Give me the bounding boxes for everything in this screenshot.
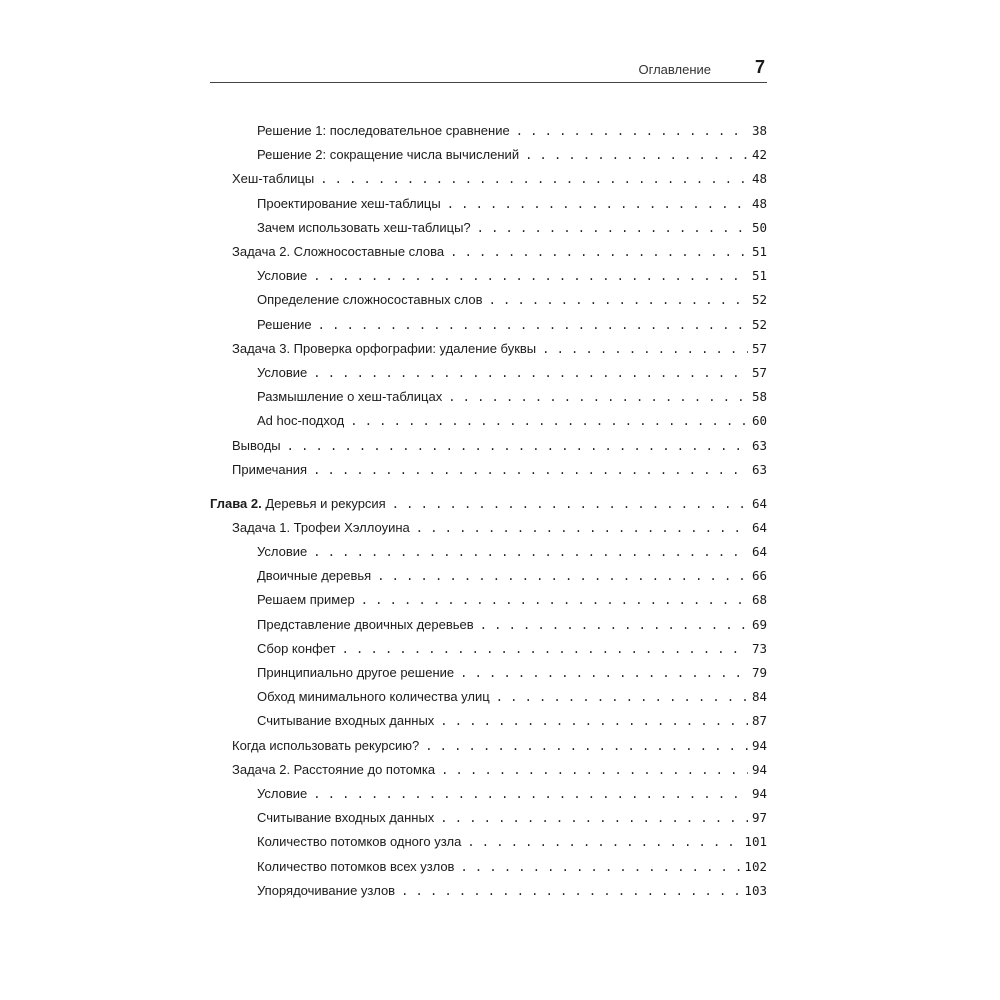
toc-entry-title-text: Задача 1. Трофеи Хэллоуина xyxy=(232,519,410,535)
toc-entry-page-number: 97 xyxy=(751,810,767,826)
toc-entry xyxy=(232,518,767,538)
toc-entry-title-text: Задача 2. Расстояние до потомка xyxy=(232,761,436,777)
toc-entry xyxy=(257,387,767,407)
dot-leader xyxy=(480,615,748,635)
toc-entry-title-text: Упорядочивание узлов xyxy=(257,882,396,898)
toc-entry-page-number: 64 xyxy=(751,519,767,535)
header-section-title: Оглавление xyxy=(638,62,711,77)
toc-entry-page-number: 48 xyxy=(751,171,767,187)
toc-entry xyxy=(257,615,767,635)
dot-leader xyxy=(320,169,748,189)
dot-leader xyxy=(441,760,748,780)
toc-entry-page-number: 64 xyxy=(751,543,767,559)
toc-entry xyxy=(257,315,767,335)
toc-entry-title xyxy=(257,639,336,659)
toc-entry xyxy=(257,687,767,707)
toc-entry xyxy=(257,363,767,383)
toc-entry-page-number: 94 xyxy=(751,785,767,801)
toc-entry xyxy=(257,711,767,731)
dot-leader xyxy=(401,881,740,901)
toc-entry-title-text: Количество потомков всех узлов xyxy=(257,858,455,874)
toc-entry-title xyxy=(210,494,386,514)
dot-leader xyxy=(489,290,748,310)
dot-leader xyxy=(361,590,748,610)
toc-entry-page-number: 38 xyxy=(751,123,767,138)
toc-entry-title xyxy=(257,145,519,165)
dot-leader xyxy=(392,494,748,514)
toc-entry-page-number: 73 xyxy=(751,640,767,656)
dot-leader xyxy=(516,121,748,141)
toc-entry-page-number: 63 xyxy=(751,437,767,453)
toc-entry-page-number: 79 xyxy=(751,664,767,680)
toc-entry xyxy=(232,760,767,780)
toc-entry xyxy=(257,145,767,165)
dot-leader xyxy=(450,242,748,262)
dot-leader xyxy=(313,784,748,804)
toc-entry xyxy=(257,290,767,310)
toc-entry-page-number: 64 xyxy=(751,495,767,511)
toc-entry-page-number: 42 xyxy=(751,147,767,163)
toc-entry xyxy=(232,736,767,756)
toc-entry-page-number: 68 xyxy=(751,592,767,608)
toc-entry-title-text: Считывание входных данных xyxy=(257,713,435,729)
toc-entry-title-text: Задача 3. Проверка орфографии: удаление буквы xyxy=(232,340,537,356)
toc-entry-title-text: Условие xyxy=(257,365,308,380)
toc-entry-page-number: 52 xyxy=(751,316,767,332)
toc-entry xyxy=(232,339,767,359)
toc-entry xyxy=(257,663,767,683)
toc-entry-title xyxy=(232,339,536,359)
toc-entry-title xyxy=(257,881,395,901)
toc-entry-title xyxy=(257,663,454,683)
toc-entry-title-text: Хеш-таблицы xyxy=(232,171,315,187)
toc-entry-page-number: 48 xyxy=(751,195,767,211)
toc-entry-title xyxy=(257,121,510,141)
toc-entry-title-text: Считывание входных данных xyxy=(257,810,435,826)
dot-leader xyxy=(460,663,748,683)
toc-entry-title xyxy=(232,736,419,756)
toc-entry xyxy=(257,266,767,286)
toc-entry xyxy=(257,590,767,610)
toc-entry-page-number: 50 xyxy=(751,219,767,235)
toc-entry xyxy=(257,832,767,852)
toc-entry-page-number: 69 xyxy=(751,616,767,632)
toc-entry-title-text: Решаем пример xyxy=(257,592,355,608)
toc-entry-page-number: 58 xyxy=(751,389,767,405)
toc-entry-title-text: Зачем использовать хеш-таблицы? xyxy=(257,219,471,235)
toc-entry-title-text: Условие xyxy=(257,785,308,801)
toc-entry-title-text: Решение 1: последовательное сравнение xyxy=(257,123,510,138)
header-page-number: 7 xyxy=(754,57,765,77)
toc-entry-title-text: Проектирование хеш-таблицы xyxy=(257,195,441,211)
dot-leader xyxy=(342,639,748,659)
dot-leader xyxy=(448,387,748,407)
toc-entry-page-number: 102 xyxy=(744,858,767,874)
toc-entry xyxy=(257,411,767,431)
toc-entry-title-text: Принципиально другое решение xyxy=(257,664,455,680)
toc-entry-page-number: 101 xyxy=(744,834,767,850)
toc-entry xyxy=(232,169,767,189)
toc-entry xyxy=(257,808,767,828)
toc-entry-title xyxy=(257,266,307,286)
dot-leader xyxy=(416,518,748,538)
toc-entry-title-text: Определение сложносоставных слов xyxy=(257,292,483,308)
toc-entry xyxy=(257,881,767,901)
toc-entry-title xyxy=(257,590,355,610)
toc-entry-title-text: Ad hoc-подход xyxy=(257,413,345,429)
dot-leader xyxy=(477,218,748,238)
toc-entry-page-number: 51 xyxy=(751,244,767,259)
toc-entry-title-text: Представление двоичных деревьев xyxy=(257,616,474,632)
toc-entry-title-text: Обход минимального количества улиц xyxy=(257,689,490,705)
dot-leader xyxy=(542,339,748,359)
dot-leader xyxy=(447,194,748,214)
toc-entry-title xyxy=(257,711,434,731)
toc-entry-page-number: 103 xyxy=(744,882,767,898)
dot-leader xyxy=(318,315,748,335)
dot-leader xyxy=(313,460,748,480)
toc-entry-title xyxy=(232,460,307,480)
toc-chapter-entry xyxy=(210,494,767,514)
dot-leader xyxy=(313,542,748,562)
toc-entry-title xyxy=(257,784,307,804)
toc-entry xyxy=(257,639,767,659)
toc-entry-title-text: Сбор конфет xyxy=(257,640,336,656)
dot-leader xyxy=(313,363,748,383)
toc-entry-title-text: Количество потомков одного узла xyxy=(257,834,462,850)
toc-entry-title xyxy=(232,760,435,780)
toc-entry-title xyxy=(232,436,281,456)
toc-entry xyxy=(257,542,767,562)
toc-entry-title-text: Решение 2: сокращение числа вычислений xyxy=(257,147,520,163)
dot-leader xyxy=(377,566,748,586)
toc-entry xyxy=(257,194,767,214)
toc-entry-title-text: Примечания xyxy=(232,461,308,477)
dot-leader xyxy=(460,857,740,877)
toc-entry-page-number: 84 xyxy=(751,689,767,705)
toc-entry-title xyxy=(257,315,312,335)
toc-entry-page-number: 52 xyxy=(751,292,767,308)
toc-entry-title xyxy=(257,218,471,238)
toc-entry-title-text: Задача 2. Сложносоставные слова xyxy=(232,244,445,259)
toc-entry-page-number: 66 xyxy=(751,568,767,584)
toc-entry-page-number: 94 xyxy=(751,737,767,753)
dot-leader xyxy=(440,808,748,828)
toc-entry-title xyxy=(257,832,461,852)
toc-entry-title xyxy=(232,242,444,262)
toc-entry-page-number: 60 xyxy=(751,413,767,429)
toc-entry-page-number: 51 xyxy=(751,268,767,284)
toc-entry-title-text: Условие xyxy=(257,543,308,559)
toc-entry-title-text: Условие xyxy=(257,268,308,284)
chapter-label: Глава 2. xyxy=(210,495,262,511)
toc-entry-page-number: 87 xyxy=(751,713,767,729)
dot-leader xyxy=(496,687,748,707)
dot-leader xyxy=(425,736,748,756)
dot-leader xyxy=(467,832,740,852)
toc-entry-title xyxy=(257,687,490,707)
toc-entry-page-number: 94 xyxy=(751,761,767,777)
toc-entry xyxy=(232,460,767,480)
toc-entry-title xyxy=(257,542,307,562)
toc-entry xyxy=(257,784,767,804)
toc-entry-title xyxy=(232,518,410,538)
toc-entry-title xyxy=(257,290,483,310)
toc-entry-title xyxy=(257,387,442,407)
dot-leader xyxy=(287,436,748,456)
toc-entry-page-number: 57 xyxy=(751,365,767,380)
toc-entry xyxy=(257,566,767,586)
toc-entry-title xyxy=(257,566,371,586)
toc-entry-title-text: Деревья и рекурсия xyxy=(265,495,386,511)
toc-entry-title xyxy=(257,808,434,828)
toc-entry-title xyxy=(257,411,344,431)
toc-entry-title xyxy=(257,857,454,877)
toc-entry xyxy=(257,857,767,877)
toc-entry-title xyxy=(257,615,474,635)
toc-entry-title xyxy=(257,194,441,214)
dot-leader xyxy=(350,411,748,431)
toc-entry-title-text: Выводы xyxy=(232,437,281,453)
toc-entry-title-text: Когда использовать рекурсию? xyxy=(232,737,420,753)
dot-leader xyxy=(313,266,748,286)
toc-entry-page-number: 63 xyxy=(751,461,767,477)
toc-entry-title-text: Двоичные деревья xyxy=(257,568,372,584)
toc-entry-title-text: Размышление о хеш-таблицах xyxy=(257,389,443,405)
toc-entry xyxy=(257,121,767,141)
dot-leader xyxy=(525,145,748,165)
toc-entry-title xyxy=(257,363,307,383)
dot-leader xyxy=(440,711,748,731)
toc-entry xyxy=(257,218,767,238)
toc-entry-page-number: 57 xyxy=(751,340,767,356)
toc-entry xyxy=(232,242,767,262)
toc-entry-title xyxy=(232,169,314,189)
toc-entry xyxy=(232,436,767,456)
toc-entry-title-text: Решение xyxy=(257,316,312,332)
